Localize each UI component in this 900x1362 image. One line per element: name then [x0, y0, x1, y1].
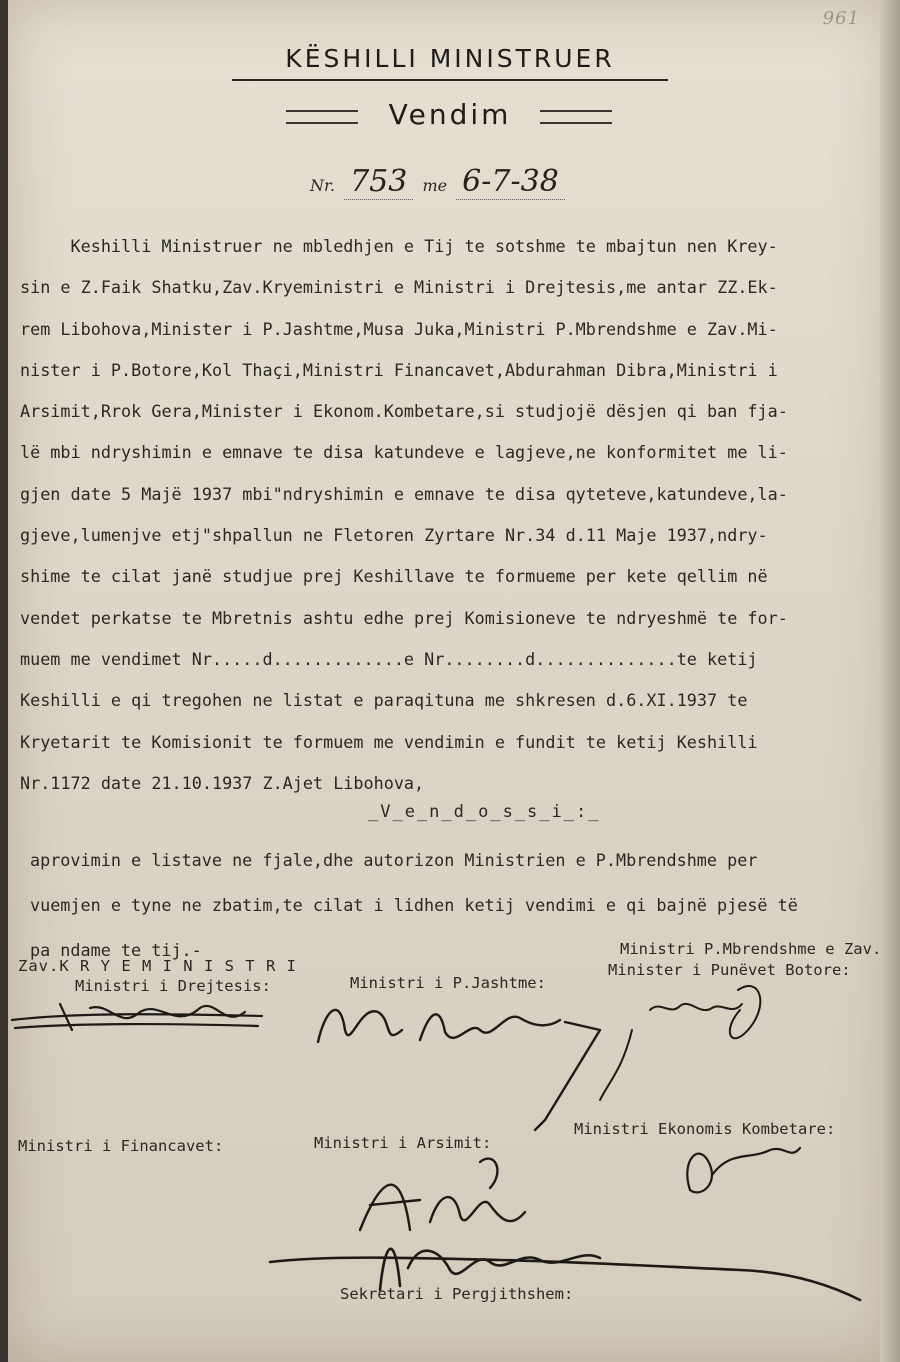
preamble-line: Keshilli Ministruer ne mbledhjen e Tij te sotshme te mbajtun nen Krey-: [20, 236, 778, 256]
label-ministri-ekonomis: Ministri Ekonomis Kombetare:: [574, 1120, 836, 1138]
decision-date: 6-7-38: [456, 164, 565, 200]
preamble-line: muem me vendimet Nr.....d.............e Nr........d..............te ketij: [20, 648, 758, 669]
preamble-line: nister i P.Botore,Kol Thaçi,Ministri Financavet,Abdurahman Dibra,Ministri i: [20, 359, 778, 380]
preamble-line: gjeve,lumenjve etj"shpallun ne Fletoren Zyrtare Nr.34 d.11 Maje 1937,ndry-: [20, 525, 768, 546]
preamble-line: gjen date 5 Majë 1937 mbi"ndryshimin e emnave te disa qyteteve,katundeve,la-: [20, 483, 788, 504]
label-ministri-financavet: Ministri i Financavet:: [18, 1137, 224, 1155]
signature-gera: [687, 1148, 800, 1192]
decision-line: pa ndame te tij.-: [30, 940, 202, 960]
label-ministri-arsimit: Ministri i Arsimit:: [314, 1134, 492, 1152]
decision-heading: _V_e_n_d_o_s_s_i_:_: [368, 802, 601, 822]
nr-label: Nr.: [310, 176, 335, 195]
preamble-line: sin e Z.Faik Shatku,Zav.Kryeministri e Ministri i Drejtesis,me antar ZZ.Ek-: [20, 277, 778, 298]
document-title: KËSHILLI MINISTRUER: [285, 44, 615, 73]
document-subtitle: Vendim: [388, 98, 512, 131]
archive-number: 961: [822, 8, 860, 29]
preamble-line: vendet perkatse te Mbretnis ashtu edhe prej Komisioneve te ndryeshmë te for-: [20, 607, 788, 628]
label-zav-kryeministri: Zav.K R Y E M I N I S T R I: [18, 957, 297, 975]
signature-shatku: [12, 1004, 262, 1030]
signature-juka: [600, 986, 760, 1100]
preamble-line: Keshilli e qi tregohen ne listat e paraqituna me shkresen d.6.XI.1937 te: [20, 690, 748, 711]
preamble-line: Arsimit,Rrok Gera,Minister i Ekonom.Kombetare,si studjojë dësjen qi ban fja-: [20, 401, 788, 422]
signature-sekretari: [270, 1249, 860, 1300]
label-ministri-jashtme: Ministri i P.Jashtme:: [350, 974, 546, 992]
signature-dibra: [360, 1159, 525, 1230]
decision-number: 753: [344, 164, 413, 200]
label-minister-puneve-botore: Minister i Punëvet Botore:: [608, 961, 851, 979]
preamble-line: Kryetarit te Komisionit te formuem me vendimin e fundit te ketij Keshilli: [20, 731, 758, 752]
decision-line: vuemjen e tyne ne zbatim,te cilat i lidhen ketij vendimi e qi bajnë pjesë të: [30, 895, 798, 915]
decision-line: aprovimin e listave ne fjale,dhe autorizon Ministrien e P.Mbrendshme per: [30, 850, 758, 870]
label-sekretari: Sekretari i Pergjithshem:: [340, 1285, 574, 1303]
label-ministri-mbrendshme: Ministri P.Mbrendshme e Zav.: [620, 940, 882, 958]
signature-libohova: [318, 1010, 600, 1130]
preamble-line: shime te cilat janë studjue prej Keshillave te formueme per kete qellim në: [20, 566, 768, 587]
label-ministri-drejtesis: Ministri i Drejtesis:: [75, 977, 271, 995]
me-label: me: [422, 176, 448, 195]
preamble-line: rem Libohova,Minister i P.Jashtme,Musa Juka,Ministri P.Mbrendshme e Zav.Mi-: [20, 318, 778, 339]
preamble-line: Nr.1172 date 21.10.1937 Z.Ajet Libohova,: [20, 772, 425, 793]
preamble-line: lë mbi ndryshimin e emnave te disa katundeve e lagjeve,ne konformitet me li-: [20, 442, 788, 463]
